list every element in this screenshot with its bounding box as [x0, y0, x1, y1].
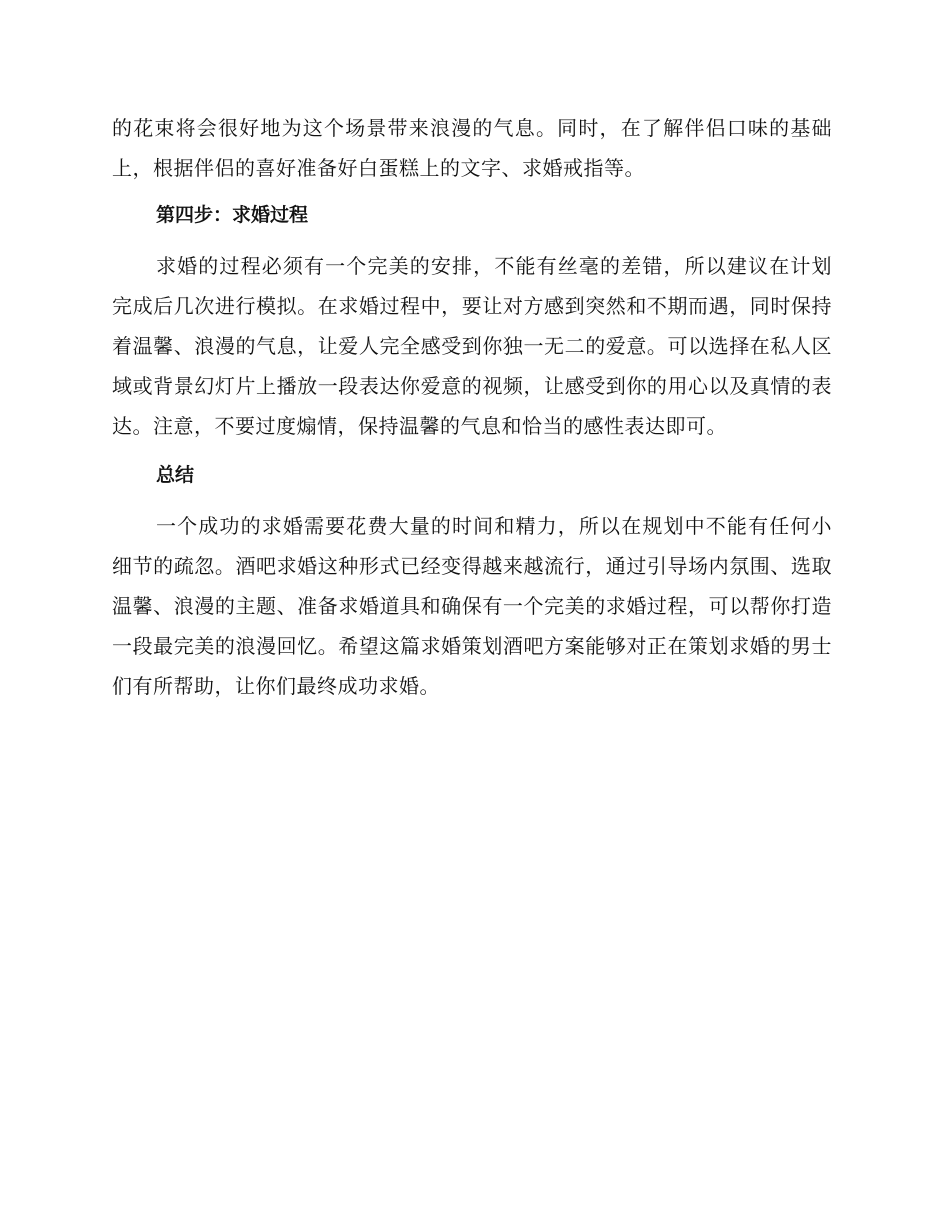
summary-heading: 总结 [156, 464, 195, 486]
intro-continued-paragraph: 的花束将会很好地为这个场景带来浪漫的气息。同时，在了解伴侣口味的基础上，根据伴侣的喜好准备好白蛋糕上的文字、求婚戒指等。 [112, 116, 832, 180]
step4-heading: 第四步：求婚过程 [156, 204, 309, 226]
step4-body-paragraph: 求婚的过程必须有一个完美的安排，不能有丝毫的差错，所以建议在计划完成后几次进行模拟。在求婚过程中，要让对方感到突然和不期而遇，同时保持着温馨、浪漫的气息，让爱人完全感受到你独一无二的爱意。可以选择在私人区域或背景幻灯片上播放一段表达你爱意的视频，让感受到你的用心以及真情的表达。注意，不要过度煽情，保持温馨的气息和恰当的感性表达即可。 [112, 254, 832, 438]
document-page [112, 108, 832, 706]
summary-body-paragraph: 一个成功的求婚需要花费大量的时间和精力，所以在规划中不能有任何小细节的疏忽。酒吧求婚这种形式已经变得越来越流行，通过引导场内氛围、选取温馨、浪漫的主题、准备求婚道具和确保有一个完美的求婚过程，可以帮你打造一段最完美的浪漫回忆。希望这篇求婚策划酒吧方案能够对正在策划求婚的男士们有所帮助，让你们最终成功求婚。 [112, 514, 832, 698]
